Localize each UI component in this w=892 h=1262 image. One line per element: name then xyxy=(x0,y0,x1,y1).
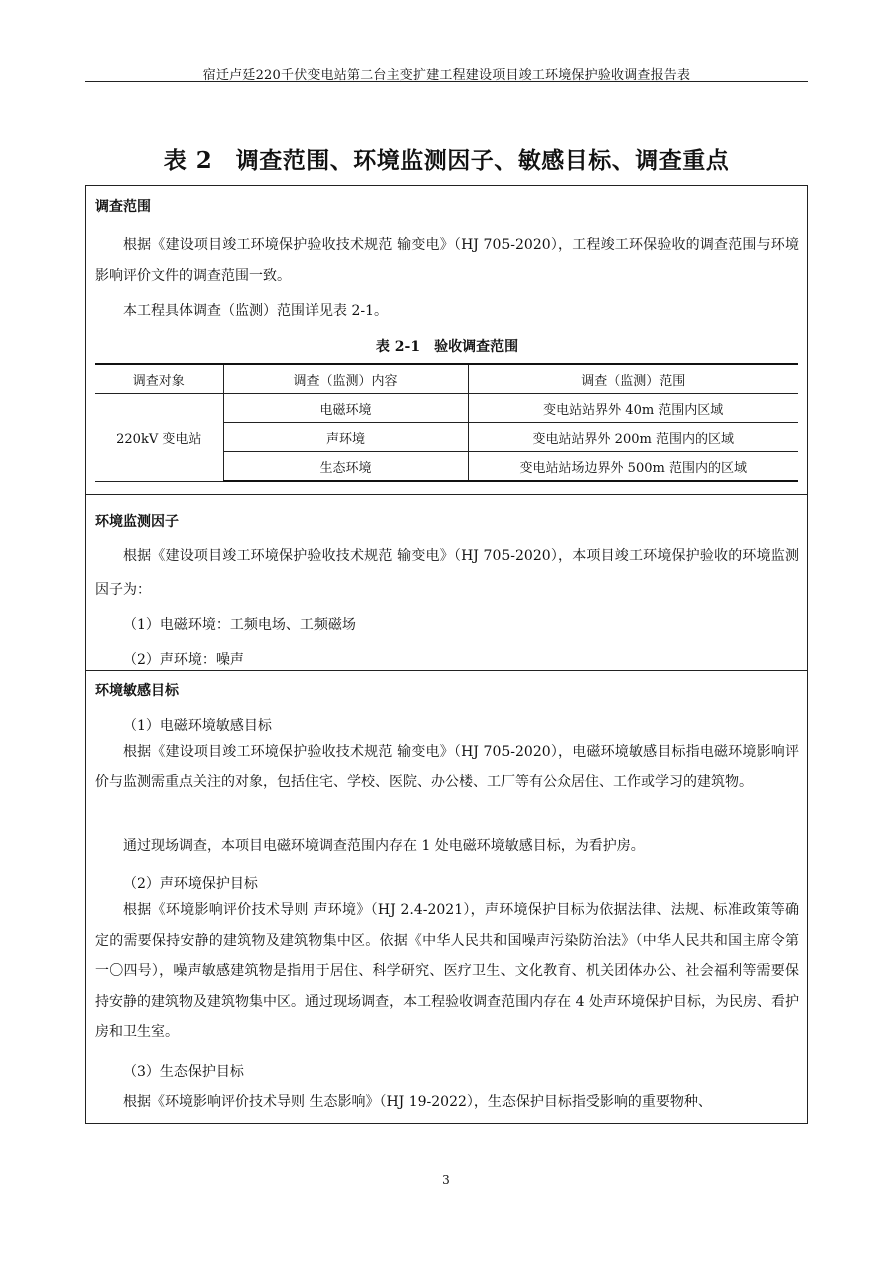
page-number: 3 xyxy=(442,1173,450,1187)
paragraph: 根据《环境影响评价技术导则 生态影响》（HJ 19-2022），生态保护目标指受影响的重要物种、 xyxy=(123,1094,712,1110)
list-item: （2）声环境：噪声 xyxy=(123,652,244,668)
section-title: 环境监测因子 xyxy=(95,514,179,530)
scope-table xyxy=(95,363,798,482)
section-title: 环境敏感目标 xyxy=(95,683,179,699)
section-sensitive-targets xyxy=(86,670,807,1124)
column-header: 调查（监测）范围 xyxy=(468,364,798,394)
paragraph: 根据《建设项目竣工环境保护验收技术规范 输变电》（HJ 705-2020），本项目竣工环境保护验收的环境监测因子为： xyxy=(95,548,799,598)
list-item: （1）电磁环境：工频电场、工频磁场 xyxy=(123,617,356,633)
content-cell: 生态环境 xyxy=(223,452,468,482)
paragraph: 本工程具体调查（监测）范围详见表 2-1。 xyxy=(123,303,388,319)
table-header-row xyxy=(95,364,798,394)
header-rule xyxy=(85,81,808,82)
paragraph: 根据《建设项目竣工环境保护验收技术规范 输变电》（HJ 705-2020），工程竣工环保验收的调查范围与环境影响评价文件的调查范围一致。 xyxy=(95,237,799,284)
table-caption: 表 2-1 验收调查范围 xyxy=(375,339,519,355)
section-monitoring-factors xyxy=(86,494,807,671)
table-row xyxy=(95,394,798,423)
paragraph: 根据《建设项目竣工环境保护验收技术规范 输变电》（HJ 705-2020），电磁环境敏感目标指电磁环境影响评价与监测需重点关注的对象，包括住宅、学校、医院、办公楼、工厂等有公众居住、工作或学习的建筑物。 xyxy=(95,744,799,790)
sub-heading: （1）电磁环境敏感目标 xyxy=(123,718,272,734)
range-cell: 变电站站界外 40m 范围内区域 xyxy=(468,394,798,423)
column-header: 调查（监测）内容 xyxy=(223,364,468,394)
report-table xyxy=(85,185,808,1124)
object-cell: 220kV 变电站 xyxy=(95,394,223,482)
content-cell: 声环境 xyxy=(223,423,468,452)
sub-heading: （2）声环境保护目标 xyxy=(123,876,258,892)
paragraph: 通过现场调查，本项目电磁环境调查范围内存在 1 处电磁环境敏感目标，为看护房。 xyxy=(123,838,645,854)
range-cell: 变电站站界外 200m 范围内的区域 xyxy=(468,423,798,452)
running-header: 宿迁卢廷220千伏变电站第二台主变扩建工程建设项目竣工环境保护验收调查报告表 xyxy=(202,68,691,83)
section-title: 调查范围 xyxy=(95,199,151,215)
paragraph: 根据《环境影响评价技术导则 声环境》（HJ 2.4-2021），声环境保护目标为依据法律、法规、标准政策等确定的需要保持安静的建筑物及建筑物集中区。依据《中华人民共和国噪声污染防治法》（中华人民共和国主席令第一〇四号），噪声敏感建筑物是指用于居住、科学研究、医疗卫生、文化教育、机关团体办公、社会福利等需要保持安静的建筑物及建筑物集中区。通过现场调查，本工程验收调查范围内存在 4 处声环境保护目标，为民房、看护房和卫生室。 xyxy=(95,902,799,1040)
column-header: 调查对象 xyxy=(95,364,223,394)
table-title: 表 2 调查范围、环境监测因子、敏感目标、调查重点 xyxy=(163,147,730,174)
content-cell: 电磁环境 xyxy=(223,394,468,423)
section-survey-scope xyxy=(86,186,807,494)
sub-heading: （3）生态保护目标 xyxy=(123,1064,244,1080)
range-cell: 变电站站场边界外 500m 范围内的区域 xyxy=(468,452,798,482)
